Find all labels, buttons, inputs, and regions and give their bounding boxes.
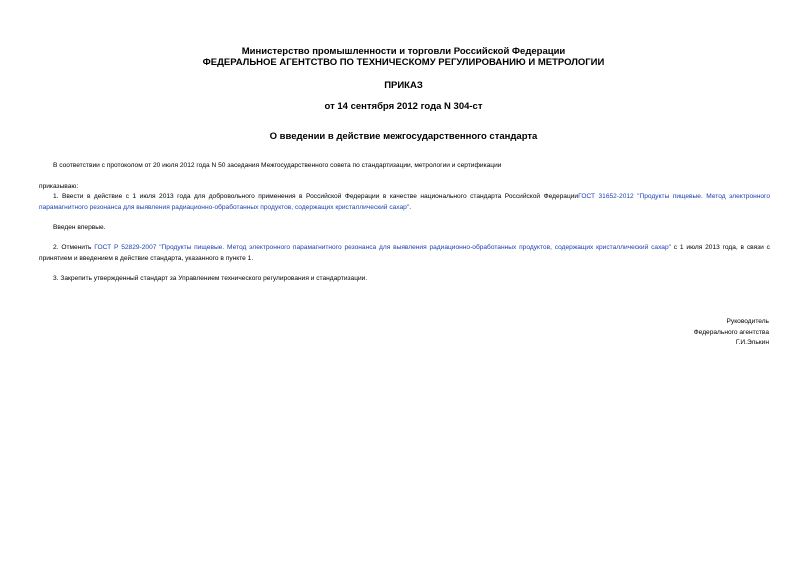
item-2-rest: с 1 июля 2013 года, в связи с принятием и введением в действие стандарта, указанного в пункте 1. [39,244,770,262]
item-1-paragraph [39,192,770,213]
document-header [0,46,807,68]
item-3-paragraph: 3. Закрепить утвержденный стандарт за Управлением технического регулирования и стандартизации. [53,275,368,282]
preamble-paragraph: В соответствии с протоколом от 20 июля 2012 года N 50 заседания Межгосударственного совета по стандартизации, метрологии и сертификации [53,162,502,169]
agency-name: ФЕДЕРАЛЬНОЕ АГЕНТСТВО ПО ТЕХНИЧЕСКОМУ РЕГУЛИРОВАНИЮ И МЕТРОЛОГИИ [202,57,605,68]
signature-block [694,317,769,349]
item-2-prefix: 2. Отменить [53,244,95,251]
signature-organization: Федерального агентства [693,328,769,336]
item-1-text: 1. Ввести в действие с 1 июля 2013 года для добровольного применения в Российской Федерации в качестве национального стандарта Российской Федерации [53,193,579,200]
order-date: от 14 сентября 2012 года N 304-ст [324,101,483,112]
order-subject: О введении в действие межгосударственного стандарта [269,131,538,142]
item-1-end: . [409,203,412,211]
orders-word: приказываю: [39,183,79,190]
introduced-first-note: Введен впервые. [53,224,106,231]
item-2-paragraph [39,243,770,264]
gost-r-52829-link[interactable]: ГОСТ Р 52829-2007 "Продукты пищевые. Метод электронного парамагнитного резонанса для выявления радиационно-обработанных продуктов, содержащих кристаллический сахар" [94,244,671,251]
signature-position: Руководитель [726,318,769,325]
signature-name: Г.И.Элькин [735,339,769,346]
ministry-name: Министерство промышленности и торговли Российской Федерации [241,46,566,57]
gost-31652-link[interactable]: ГОСТ 31652-2012 "Продукты пищевые. Метод электронного парамагнитного резонанса для выявления радиационно-обработанных продуктов, содержащих кристаллический сахар" [39,193,770,211]
order-title: ПРИКАЗ [384,80,423,91]
